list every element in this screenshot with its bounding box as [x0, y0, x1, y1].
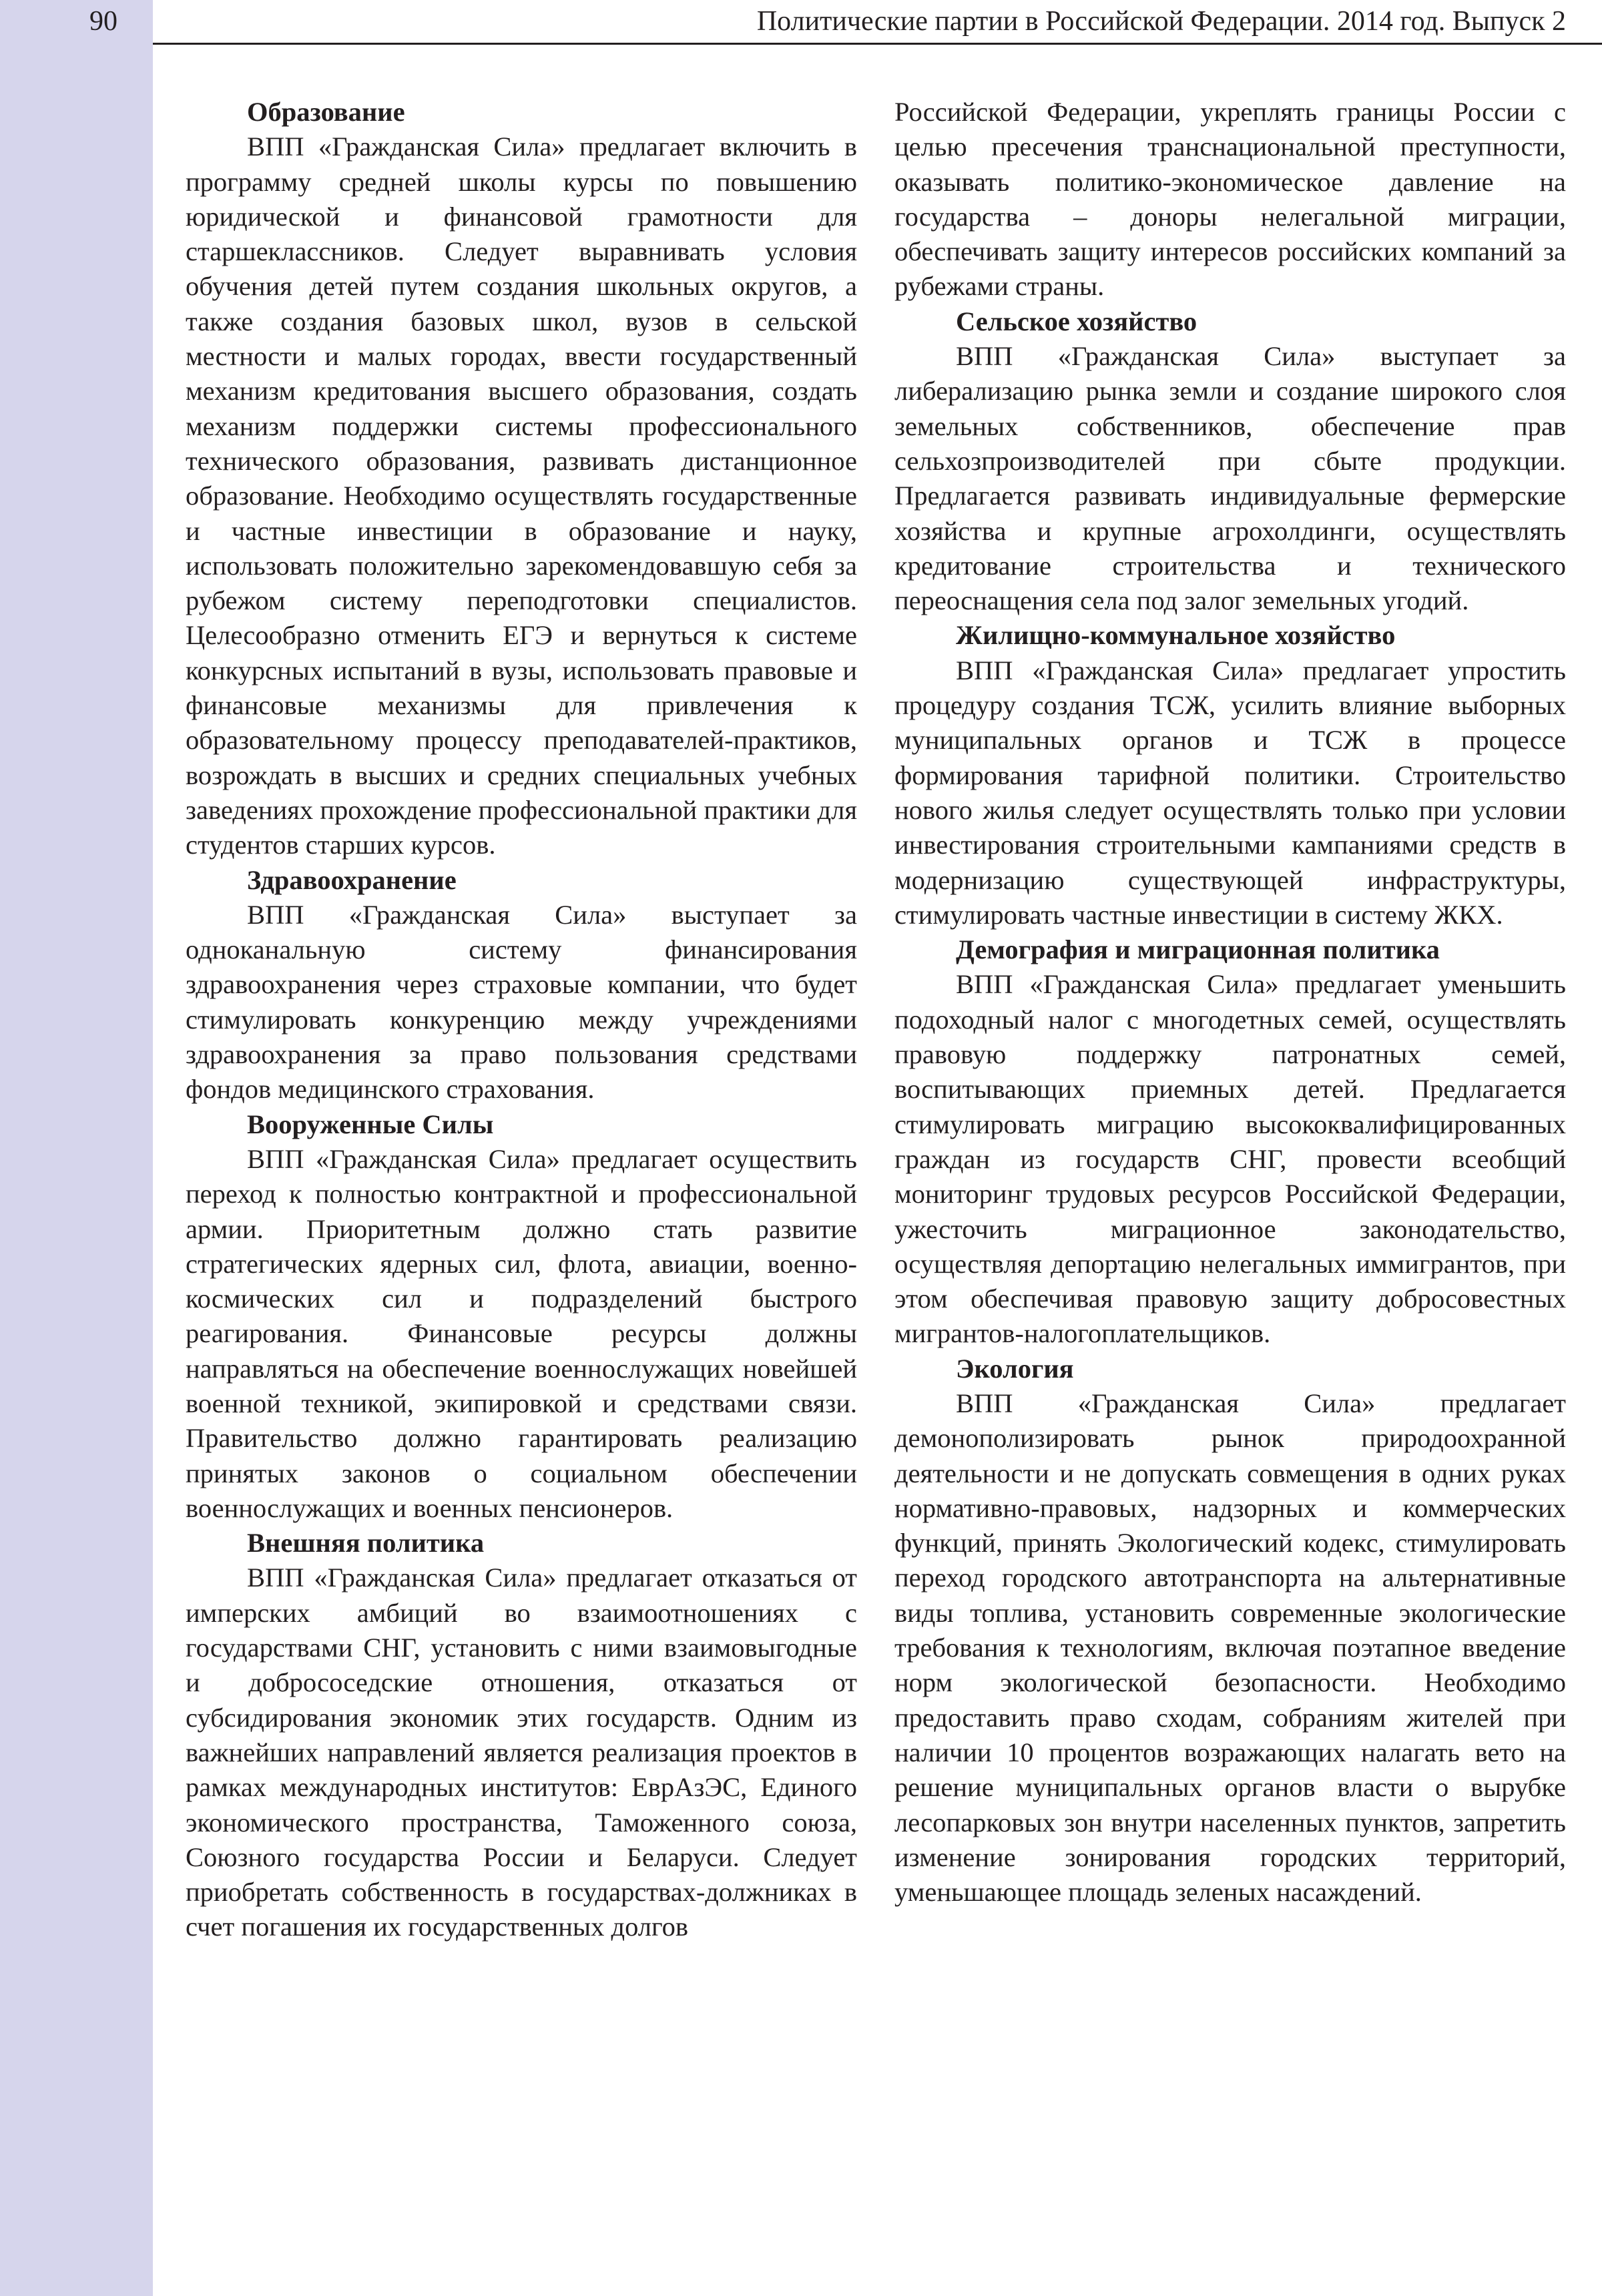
continued-paragraph: Российской Федерации, укреплять границы России с целью пресечения транснациональной преступности, оказывать политико-экономическое давление на государства – доноры нелегальной миграции, обеспечивать защиту интересов российских компаний за рубежами страны. — [894, 97, 1566, 302]
section-education — [186, 95, 857, 863]
header-rule — [153, 43, 1602, 45]
section-heading: Экология — [956, 1353, 1074, 1384]
section-heading: Жилищно-коммунальное хозяйство — [956, 620, 1396, 651]
section-paragraph: ВПП «Гражданская Сила» предлагает отказаться от имперских амбиций во взаимоотношениях с государствами СНГ, установить с ними взаимовыгодные и добрососедские отношения, отказаться от субсидирования экономик этих государств. Одним из важнейших направлений является реализация проектов в рамках международных институтов: ЕврАзЭС, Единого экономического пространства, Таможенного союза, Союзного государства России и Беларуси. Следует приобретать собственность в государствах-должниках в счет погашения их государственных долгов — [186, 1562, 857, 1942]
section-paragraph: ВПП «Гражданская Сила» выступает за одноканальную систему финансирования здравоохранения через страховые компании, что будет стимулировать конкуренцию между учреждениями здравоохранения за право пользования средствами фондов медицинского страхования. — [186, 899, 857, 1105]
section-demography-migration — [894, 932, 1566, 1352]
section-paragraph: ВПП «Гражданская Сила» предлагает включить в программу средней школы курсы по повышению юридической и финансовой грамотности для старшеклассников. Следует выравнивать условия обучения детей путем создания школьных округов, а также создания базовых школ, вузов в сельской местности и малых городах, ввести государственный механизм кредитования высшего образования, создать механизм поддержки системы профессионального технического образования, развивать дистанционное образование. Необходимо осуществлять государственные и частные инвестиции в образование и науку, использовать положительно зарекомендовавшую себя за рубежом систему переподготовки специалистов. Целесообразно отменить ЕГЭ и вернуться к системе конкурсных испытаний в вузы, использовать правовые и финансовые механизмы для привлечения к образовательному процессу преподавателей-практиков, возрождать в высших и средних специальных учебных заведениях прохождение профессиональной практики для студентов старших курсов. — [186, 131, 857, 860]
section-paragraph: ВПП «Гражданская Сила» предлагает упростить процедуру создания ТСЖ, усилить влияние выборных муниципальных органов и ТСЖ в процессе формирования тарифной политики. Строительство нового жилья следует осуществлять только при условии инвестирования строительными кампаниями средств в модернизацию существующей инфраструктуры, стимулировать частные инвестиции в систему ЖКХ. — [894, 655, 1566, 930]
page-margin-band — [0, 0, 153, 2296]
running-header: Политические партии в Российской Федерации. 2014 год. Выпуск 2 — [756, 6, 1566, 37]
left-column — [186, 95, 857, 2284]
section-armed-forces — [186, 1107, 857, 1526]
section-heading: Вооруженные Силы — [247, 1109, 494, 1139]
section-ecology — [894, 1352, 1566, 1910]
section-foreign-policy — [186, 1526, 857, 1945]
section-heading: Образование — [247, 97, 405, 127]
section-healthcare — [186, 863, 857, 1107]
page-number: 90 — [89, 6, 117, 37]
right-column — [894, 95, 1566, 2284]
section-heading: Внешняя политика — [247, 1528, 485, 1558]
section-heading: Сельское хозяйство — [956, 306, 1197, 336]
section-agriculture — [894, 304, 1566, 619]
section-paragraph: ВПП «Гражданская Сила» выступает за либерализацию рынка земли и создание широкого слоя земельных собственников, обеспечение прав сельхозпроизводителей при сбыте продукции. Предлагается развивать индивидуальные фермерские хозяйства и крупные агрохолдинги, осуществлять кредитование строительства и технического переоснащения села под залог земельных угодий. — [894, 341, 1566, 616]
section-heading: Здравоохранение — [247, 864, 457, 895]
section-paragraph: ВПП «Гражданская Сила» предлагает уменьшить подоходный налог с многодетных семей, осуществлять правовую поддержку патронатных семей, воспитывающих приемных детей. Предлагается стимулировать миграцию высококвалифицированных граждан из государств СНГ, провести всеобщий мониторинг трудовых ресурсов Российской Федерации, ужесточить миграционное законодательство, осуществляя депортацию нелегальных иммигрантов, при этом обеспечивая правовую защиту добросовестных мигрантов-налогоплательщиков. — [894, 969, 1566, 1349]
section-housing — [894, 618, 1566, 932]
section-paragraph: ВПП «Гражданская Сила» предлагает демонополизировать рынок природоохранной деятельности и не допускать совмещения в одних руках нормативно-правовых, надзорных и коммерческих функций, принять Экологический кодекс, стимулировать переход городского автотранспорта на альтернативные виды топлива, установить современные экологические требования к технологиям, включая поэтапное введение норм экологической безопасности. Необходимо предоставить право сходам, собраниям жителей при наличии 10 процентов возражающих налагать вето на решение муниципальных органов власти о вырубке лесопарковых зон внутри населенных пунктов, запретить изменение зонирования городских территорий, уменьшающее площадь зеленых насаждений. — [894, 1388, 1566, 1908]
section-heading: Демография и миграционная политика — [956, 934, 1440, 965]
section-paragraph: ВПП «Гражданская Сила» предлагает осуществить переход к полностью контрактной и профессиональной армии. Приоритетным должно стать развитие стратегических ядерных сил, флота, авиации, военно-космических сил и подразделений быстрого реагирования. Финансовые ресурсы должны направляться на обеспечение военнослужащих новейшей военной техникой, экипировкой и средствами связи. Правительство должно гарантировать реализацию принятых законов о социальном обеспечении военнослужащих и военных пенсионеров. — [186, 1143, 857, 1523]
